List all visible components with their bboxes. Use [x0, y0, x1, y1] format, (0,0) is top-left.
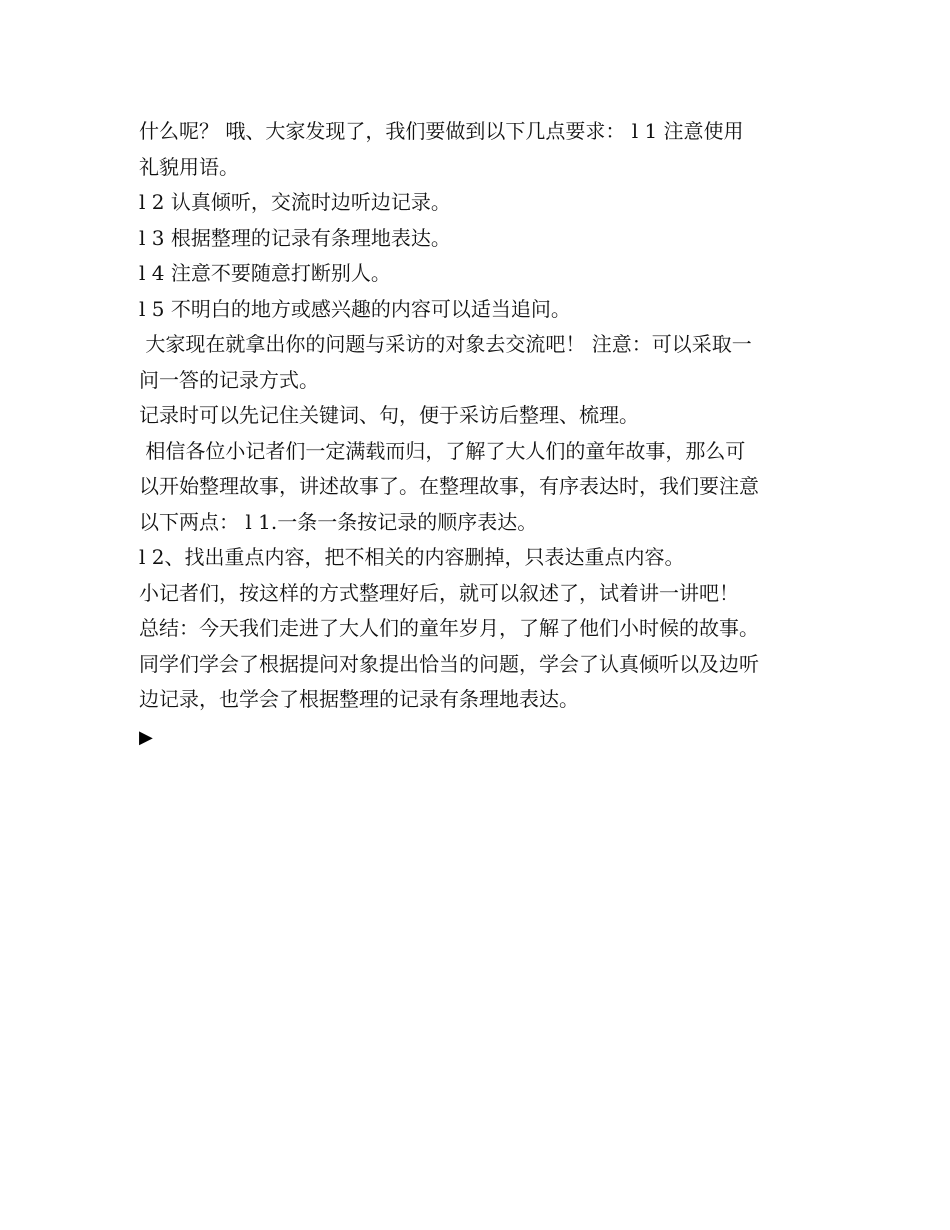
text-line: 礼貌用语。	[139, 154, 239, 179]
text-line: 记录时可以先记住关键词、句，便于采访后整理、梳理。	[139, 403, 639, 427]
text-line: 以下两点： l 1.一条一条按记录的顺序表达。	[139, 509, 538, 534]
text-line: l 4 注意不要随意打断别人。	[139, 261, 391, 285]
text-line: 大家现在就拿出你的问题与采访的对象去交流吧！ 注意：可以采取一	[139, 332, 752, 356]
text-line: 什么呢？ 哦、大家发现了，我们要做到以下几点要求： l 1 注意使用	[139, 119, 744, 143]
text-line: l 5 不明白的地方或感兴趣的内容可以适当追问。	[139, 296, 571, 321]
text-line: 以开始整理故事，讲述故事了。在整理故事，有序表达时，我们要注意	[139, 474, 759, 498]
play-triangle-icon: ▶	[139, 727, 153, 748]
text-line: l 2、找出重点内容，把不相关的内容删掉，只表达重点内容。	[139, 545, 685, 569]
text-line: 相信各位小记者们一定满载而归，了解了大人们的童年故事，那么可	[139, 438, 746, 463]
text-line: 问一答的记录方式。	[139, 367, 319, 392]
text-line: 边记录，也学会了根据整理的记录有条理地表达。	[139, 687, 579, 711]
text-line: 总结：今天我们走进了大人们的童年岁月，了解了他们小时候的故事。	[139, 616, 759, 640]
text-line: 小记者们，按这样的方式整理好后，就可以叙述了，试着讲一讲吧！	[139, 580, 739, 605]
text-line: l 3 根据整理的记录有条理地表达。	[139, 225, 451, 250]
text-line: l 2 认真倾听，交流时边听边记录。	[139, 190, 451, 214]
text-line: 同学们学会了根据提问对象提出恰当的问题，学会了认真倾听以及边听	[139, 651, 759, 676]
document-body	[139, 114, 815, 718]
